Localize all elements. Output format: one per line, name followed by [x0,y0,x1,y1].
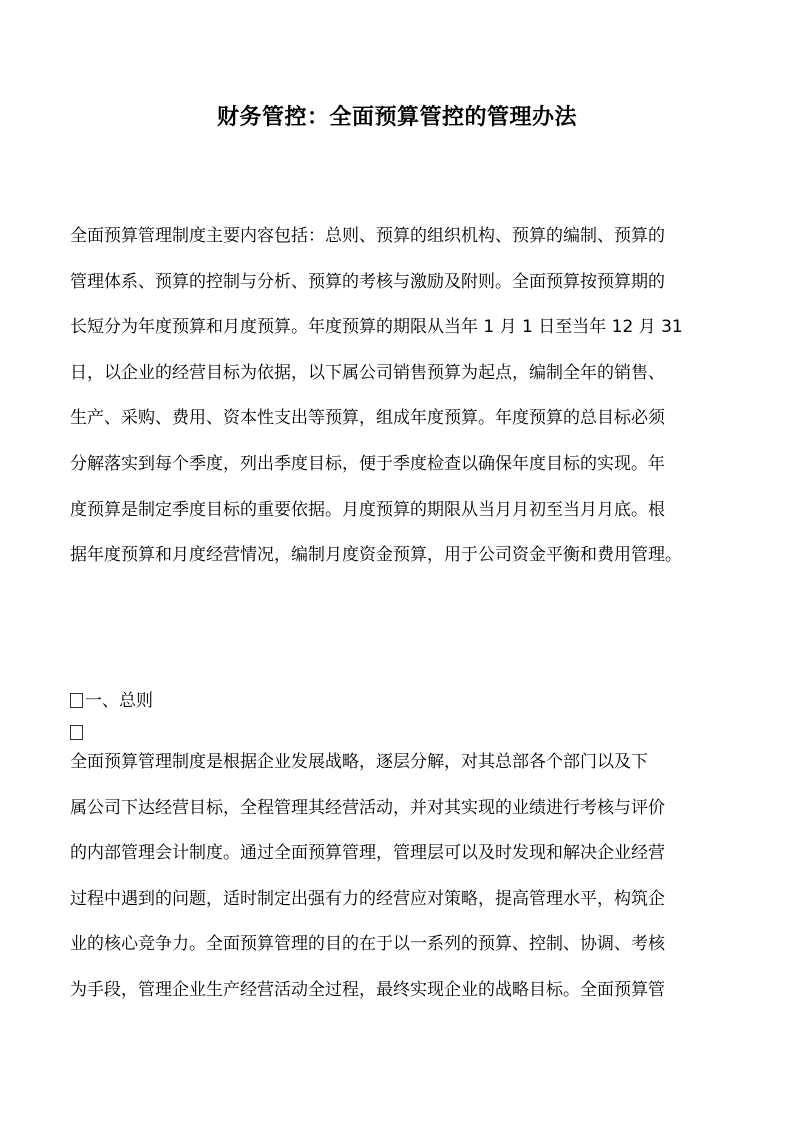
section-paragraph [70,725,730,1014]
intro-line: 度预算是制定季度目标的重要依据。月度预算的期限从当月月初至当月月底。根 [70,499,665,520]
document-title: 财务管控：全面预算管控的管理办法 [216,105,577,130]
section-line: 属公司下达经营目标，全程管理其经营活动，并对其实现的业绩进行考核与评价 [70,797,665,818]
checkbox-square-icon [70,725,83,740]
checkbox-square-icon [70,693,83,708]
intro-line: 全面预算管理制度主要内容包括：总则、预算的组织机构、预算的编制、预算的 [70,226,665,246]
section-line-text: 全面预算管理制度是根据企业发展战略，逐层分解，对其总部各个部门以及下 [70,752,648,772]
section-line: 业的核心竞争力。全面预算管理的目的在于以一系列的预算、控制、协调、考核 [70,934,665,955]
section-heading-line [70,679,730,725]
intro-line: 日，以企业的经营目标为依据，以下属公司销售预算为起点，编制全年的销售、 [70,362,665,383]
section-line: 为手段，管理企业生产经营活动全过程，最终实现企业的战略目标。全面预算管 [70,979,665,1000]
section-line-first [70,725,730,786]
intro-line: 生产、采购、费用、资本性支出等预算，组成年度预算。年度预算的总目标必须 [70,408,665,429]
intro-line: 管理体系、预算的控制与分析、预算的考核与激励及附则。全面预算按预算期的 [70,271,665,292]
intro-line: 据年度预算和月度经营情况，编制月度资金预算，用于公司资金平衡和费用管理。 [70,545,682,566]
section-line: 的内部管理会计制度。通过全面预算管理，管理层可以及时发现和解决企业经营 [70,843,665,864]
intro-line: 分解落实到每个季度，列出季度目标，便于季度检查以确保年度目标的实现。年 [70,453,665,474]
section-line: 过程中遇到的问题，适时制定出强有力的经营应对策略，提高管理水平，构筑企 [70,888,665,909]
intro-paragraph [70,214,730,579]
intro-line: 长短分为年度预算和月度预算。年度预算的期限从当年 1 月 1 日至当年 12 月 31 [70,317,683,338]
section-heading: 一、总则 [85,691,153,711]
